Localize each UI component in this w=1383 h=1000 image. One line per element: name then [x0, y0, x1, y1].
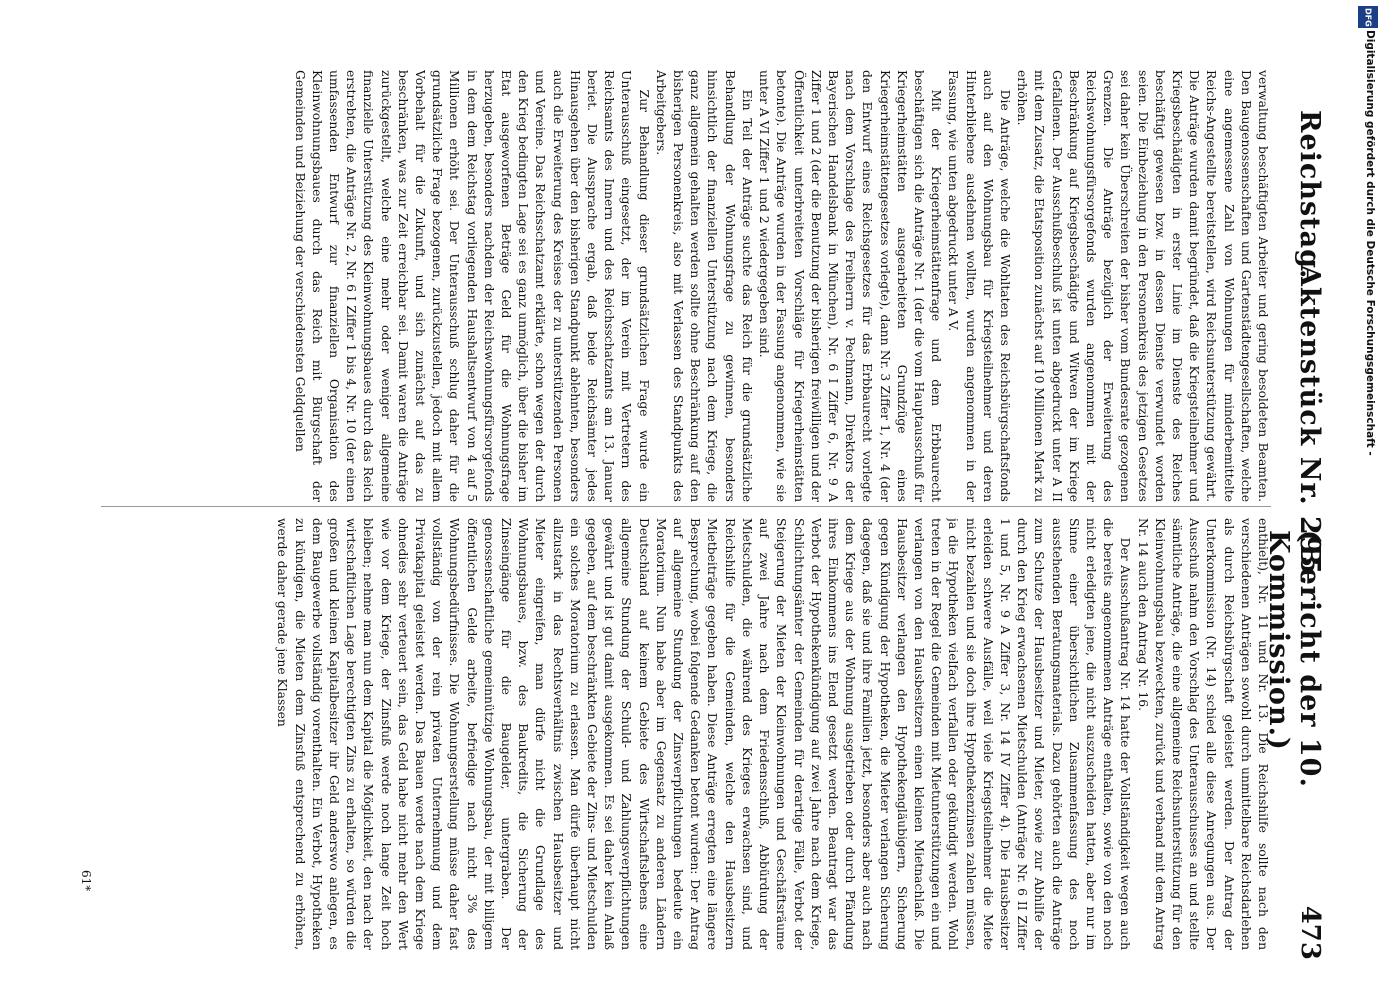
- signature-mark: 61*: [79, 870, 93, 892]
- paragraph: verwaltung beschäftigten Arbeiter und gering besoldeten Beamten. Den Baugenossenschaften und Gartenstädtengesellschaften, welche eine angemessene Zahl von Wohnungen für minderbemittelte Reichs-Angestellte bereitstellen, wird Reichsunterstützung gewährt. Die Anträge wurden damit begründet, daß die Kriegsteilnehmer und Kriegsbeschädigten in erster Linie im Dienste des Reiches beschäftigt gewesen bzw. in dessen Dienste verwundet worden seien. Die Einbeziehung in den Personenkreis des jetzigen Gesetzes sei daher kein Überschreiten der bisher vom Bundesrate gezogenen Grenzen. Die Anträge bezüglich der Erweiterung des Reichswohnungsfürsorgefonds wurden angenommen mit der Beschränkung auf Kriegsbeschädigte und Witwen der im Kriege Gefallenen. Der Ausschußbeschluß ist unten abgedruckt unter A II mit dem Zusatz, die Etatsposition zunächst auf 10 Millionen Mark zu erhöhen.: [1015, 70, 1270, 502]
- left-column: [101, 70, 1271, 502]
- right-column: [101, 518, 1271, 950]
- paragraph: Die Anträge, welche die Wohltaten des Reichsbürgschaftsfonds auch auf den Wohnungsbau für Kriegsteilnehmer und deren Hinterbliebene ausdehnen wollten, wurden angenommen in der Fassung, wie unten abgedruckt unter A V.: [946, 70, 1012, 502]
- paragraph: enthielt), Nr. 11 und Nr. 13. Die Reichshilfe sollte nach den verschiedenen Anträgen sowohl durch unmittelbare Reichsdarlehen als durch Reichsbürgschaft geleistet werden. Der Antrag der Unterkommission (Nr. 14) schied alle diese Anregungen aus. Der Ausschuß nahm den Vorschlag des Unterausschusses an und stellte sämtliche Anträge, die eine allgemeine Reichsunterstützung für den Kleinwohnungsbau bezweckten, zurück und verband mit dem Antrag Nr. 14 auch den Antrag Nr. 16.: [1135, 518, 1270, 950]
- paragraph: Mit der Kriegerheimstättenfrage und dem Erbbaurecht beschäftigen sich die Anträge Nr. 1 (der die vom Hauptausschuß für Kriegerheimstätten ausgearbeiteten Grundzüge eines Kriegerheimstättengesetzes vorlegte), dann Nr. 3 Ziffer 1, Nr. 4 (der den Entwurf eines Reichsgesetzes für das Erbbaurecht vorlegte nach dem Vorschlage des Freiherrn v. Pechmann, Direktors der Bayerischen Handelsbank in München), Nr. 6 I Ziffer 6, Nr. 9 A Ziffer 1 und 2 (der die Benutzung der bisherigen freiwilligen und der Öffentlichkeit unterbreiteten Vorschläge für Kriegerheimstätten betonte). Die Anträge wurden in der Fassung angenommen, wie sie unter A VI Ziffer 1 und 2 wiedergegeben sind.: [757, 70, 944, 502]
- header-reichstag: Reichstag.: [1294, 110, 1325, 280]
- digitization-credit: Digitalisierung gefördert durch die Deutsche Forschungsgemeinschaft -: [1364, 30, 1376, 456]
- paragraph: Ein Teil der Anträge suchte das Reich für die grundsätzliche Behandlung der Wohnungsfrage zu gewinnen, besonders hinsichtlich der finanziellen Unterstützung nach dem Kriege, die ganz allgemein gehalten werden sollte ohne Beschränkung auf den bisherigen Personenkreis, also mit Verlassen des Standpunkts des Arbeitgebers.: [653, 70, 754, 502]
- header-aktenstueck: Aktenstück Nr. 295.: [1294, 265, 1325, 586]
- page-header: [1263, 30, 1335, 970]
- paragraph: Zur Behandlung dieser grundsätzlichen Frage wurde ein Unterausschuß eingesetzt, der im Verein mit Vertretern des Reichsamts des Innern und des Reichsschatzamts am 13. Januar beriet. Die Aussprache ergab, daß beide Reichsämter jedes Hinausgehen über den bisherigen Standpunkt ablehnten, besonders auch die Erweiterung des Kreises der zu unterstützenden Personen und Vereine. Das Reichsschatzamt erklärte, schon wegen der durch den Krieg bedingten Lage sei es ganz unmöglich, über die bisher im Etat ausgeworfenen Beträge Geld für die Wohnungsfrage herzugeben, besonders nachdem der Reichswohnungsfürsorgefonds in dem dem Reichstag vorliegenden Haushaltsentwurf von 4 auf 5 Millionen erhöht sei. Der Unterausschuß schlug daher für die grundsätzliche Frage bezogenen, zurückzustellen, jedoch mit allem Vorbehalt für die Zukunft, und sich zunächst auf das zu beschränken, was zur Zeit erreichbar sei. Damit waren die Anträge zurückgestellt, welche eine mehr oder weniger allgemeine finanzielle Unterstützung des Kleinwohnungsbaues durch das Reich erstrebten, die Anträge Nr. 2, Nr. 6 I Ziffer 1 bis 4, Nr. 10 (der einen umfassenden Entwurf zur finanziellen Organisation des Kleinwohnungsbaues durch das Reich mit Bürgschaft der Gemeinden und Beiziehung der verschiedensten Geldquellen: [292, 70, 651, 502]
- dfg-logo: DFG: [1358, 6, 1378, 28]
- header-bericht: (Bericht der 10. Kommission.): [1263, 530, 1325, 788]
- page-number: 473: [1295, 905, 1325, 960]
- paragraph: Der Ausschußantrag Nr. 14 hatte der Vollständigkeit wegen auch die bereits angenommenen Anträge enthalten, sowie von den noch nicht erledigten jene, die nicht auszuscheiden hatten, aber nur im Sinne einer übersichtlichen Zusammenfassung des noch ausstehenden Beratungsmaterials. Dazu gehörten auch die Anträge zum Schutze der Hausbesitzer und Mieter, sowie zur Abhilfe der durch den Krieg erwachsenen Mietschulden (Anträge Nr. 6 II Ziffer 1 und 5, Nr. 9 A Ziffer 3, Nr. 14 IV Ziffer 4). Die Hausbesitzer erleiden schwere Ausfälle, weil viele Kriegsteilnehmer die Miete nicht bezahlen und sie doch ihre Hypothekenzinsen zahlen müssen, ja die Hypotheken vielfach verfallen oder gekündigt werden. Wohl treten in der Regel die Gemeinden mit Mietunterstützungen ein und verlangen von den Hausbesitzern einen kleinen Mietnachlaß. Die Hausbesitzer verlangen den Hypothekengläubigern, Sicherung gegen Kündigung der Hypotheken, die Mieter verlangen Sicherung dagegen, daß sie und ihre Familien jetzt, besonders aber auch nach dem Kriege aus der Wohnung ausgetrieben oder durch Pfändung ihres Einkommens ins Elend gesetzt werden. Beantragt war das Verbot der Hypothekenkündigung auf zwei Jahre nach dem Kriege, Schlichtungsämter der Gemeinden für derartige Fälle, Verbot der Steigerung der Mieten der Kleinwohnungen und Geschäftsräume auf zwei Jahre nach dem Friedensschluß, Abbürdung der Mietschulden, die während des Krieges erwachsen sind, und Reichshilfe für die Gemeinden, welche den Hausbesitzern Mietbeiträge gegeben haben. Diese Anträge erregten eine längere Besprechung, wobei folgende Gedanken betont wurden: Der Antrag auf allgemeine Stundung der Zinsverpflichtungen bedeute ein Moratorium. Nun habe aber im Gegensatz zu anderen Ländern Deutschland auf keinem Gebiete des Wirtschaftslebens eine allgemeine Stundung der Schuld- und Zahlungsverpflichtungen gewährt und ist gut damit ausgekommen. Es sei daher kein Anlaß gegeben, auf dem beschränkten Gebiete der Zins- und Mietschulden ein solches Moratorium zu erlassen. Man dürfe überhaupt nicht allzustark in das Rechtsverhältnis zwischen Hausbesitzer und Mieter eingreifen, man dürfe nicht die Grundlage des Wohnungsbaues, bzw. des Baukredits, die Sicherung der Zinseingänge für die Baugelder, untergraben. Der genossenschaftliche gemeinnützige Wohnungsbau, der mit billigem öffentlichen Gelde arbeite, befriedige nach nicht 3% des Wohnungsbedürfnisses. Die Wohnungserstellung müsse daher fast vollständig von der rein privaten Unternehmung und dem Privatkapital geleistet werden. Das Bauen werde nach dem Kriege ohnedies sehr verteuert sein, das Geld habe nicht mehr den Wert wie vor dem Kriege, der Zinsfuß werde noch lange Zeit hoch bleiben; nehme man nun dem Kapital die Möglichkeit, den nach der wirtschaftlichen Lage berechtigten Zins zu erhalten, so würden die großen und kleinen Kapitalbesitzer ihr Geld anderswo anlegen, es dem Baugewerbe vollständig vorenthalten. Ein Verbot, Hypotheken zu kündigen, die Mieten dem Zinsfuß entsprechend zu erhöhen, werde daher gerade jene Klassen: [275, 518, 1133, 950]
- column-divider: [101, 506, 1271, 507]
